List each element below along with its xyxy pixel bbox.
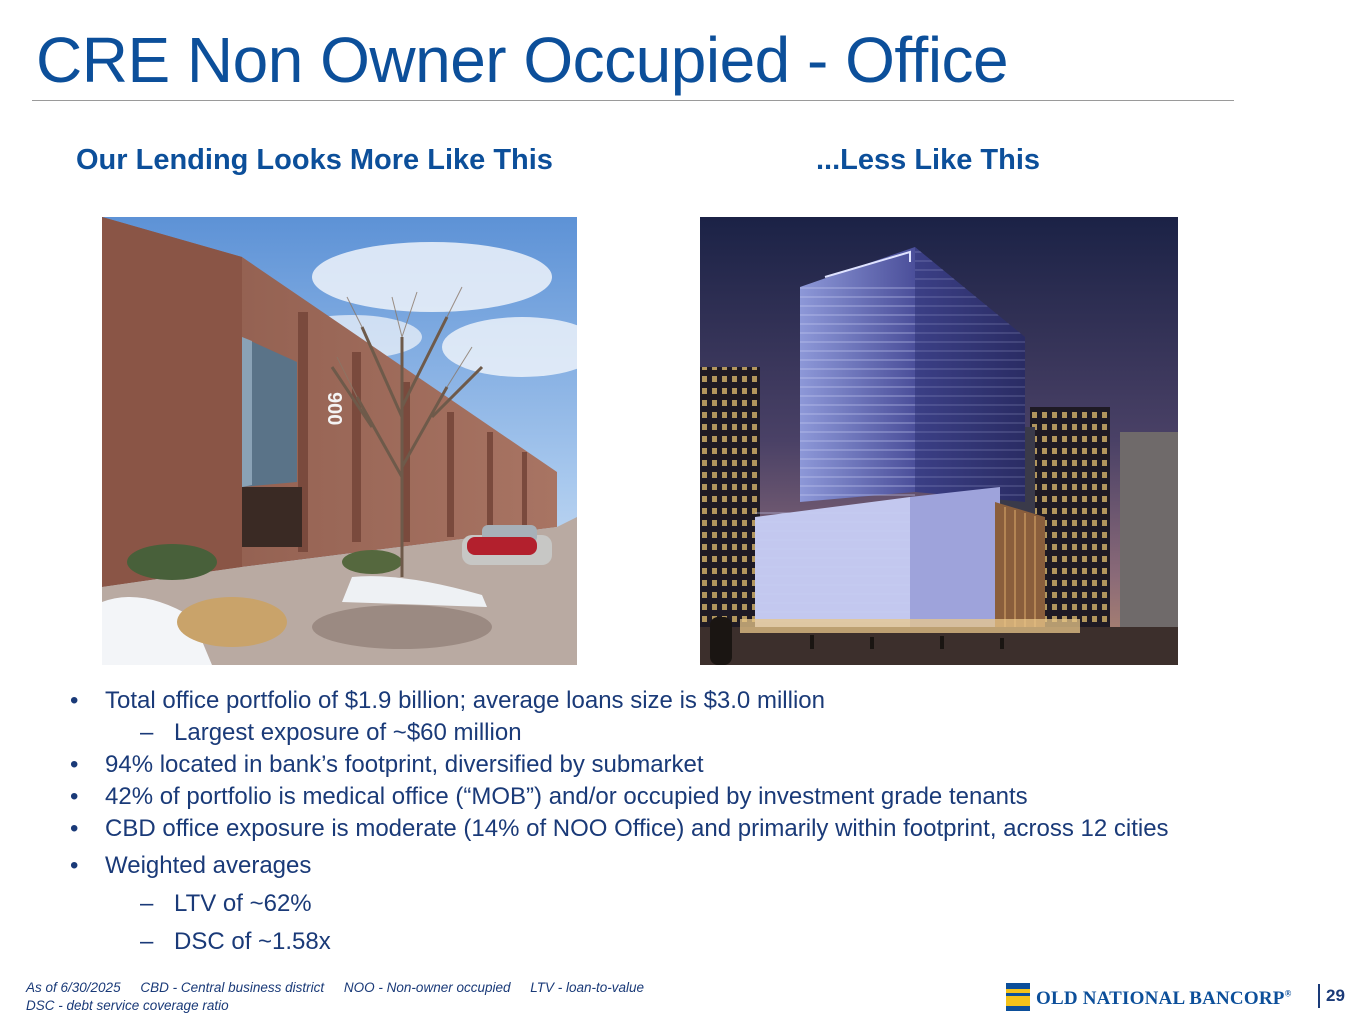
address-number-sign: 900 xyxy=(323,392,345,426)
right-column-heading: ...Less Like This xyxy=(816,144,1041,176)
downtown-tower-photo xyxy=(700,217,1178,665)
bullet-text: Weighted averages xyxy=(105,852,312,879)
title-divider xyxy=(32,100,1234,101)
footnote-ltv: LTV - loan-to-value xyxy=(530,980,645,995)
logo-wordmark: OLD NATIONAL BANCORP xyxy=(1036,988,1285,1009)
logo-mark-icon xyxy=(1006,983,1030,1011)
bullet-text: Total office portfolio of $1.9 billion; average loans size is $3.0 million xyxy=(105,687,825,714)
page-number: 29 xyxy=(1326,986,1345,1005)
bullet-marker: • xyxy=(70,751,79,778)
sub-bullet-marker: – xyxy=(140,719,154,746)
sub-bullet-text: DSC of ~1.58x xyxy=(174,928,331,955)
footnote-cbd: CBD - Central business district xyxy=(140,980,325,995)
bullet-marker: • xyxy=(70,815,79,842)
sub-bullet-text: Largest exposure of ~$60 million xyxy=(174,719,522,746)
sub-bullet-text: LTV of ~62% xyxy=(174,890,312,917)
footnote-date: As of 6/30/2025 xyxy=(26,980,121,995)
company-logo xyxy=(1006,983,1302,1013)
bullet-text: 94% located in bank’s footprint, diversified by submarket xyxy=(105,751,704,778)
bullet-marker: • xyxy=(70,783,79,810)
sub-bullet-marker: – xyxy=(140,928,154,955)
footnote-line-1 xyxy=(26,980,660,995)
left-column-heading: Our Lending Looks More Like This xyxy=(76,144,553,176)
low-rise-office-photo xyxy=(102,217,577,665)
bullet-marker: • xyxy=(70,852,79,879)
footnote-noo: NOO - Non-owner occupied xyxy=(343,980,511,995)
footer-divider xyxy=(1318,984,1320,1008)
bullet-text: 42% of portfolio is medical office (“MOB”) and/or occupied by investment grade tenants xyxy=(105,783,1028,810)
bullet-marker: • xyxy=(70,687,79,714)
registered-mark: ® xyxy=(1284,988,1292,999)
bullet-text: CBD office exposure is moderate (14% of NOO Office) and primarily within footprint, across 12 cities xyxy=(105,815,1169,842)
footnote-line-2: DSC - debt service coverage ratio xyxy=(26,998,229,1013)
sub-bullet-marker: – xyxy=(140,890,154,917)
slide-title: CRE Non Owner Occupied - Office xyxy=(36,24,1009,96)
